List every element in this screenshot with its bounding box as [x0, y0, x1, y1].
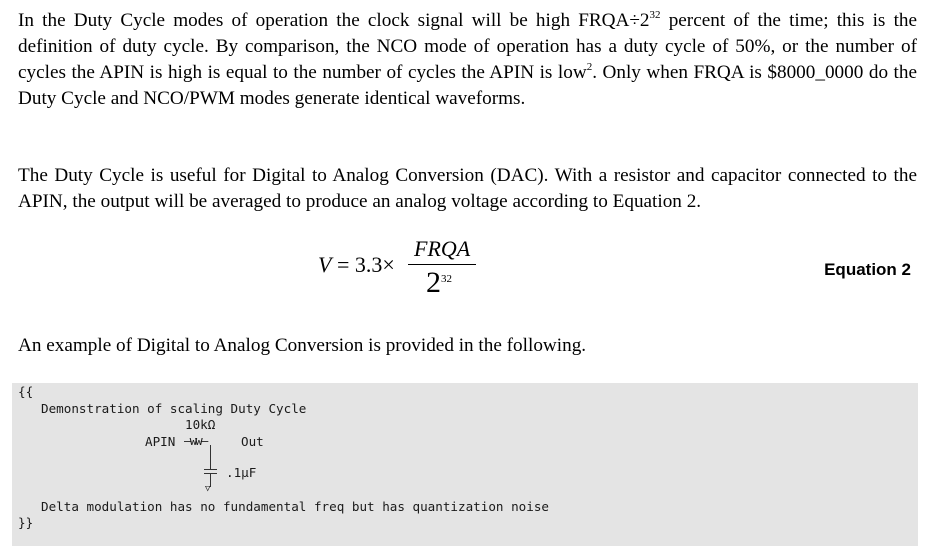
capacitor-wire-top — [210, 445, 211, 469]
equation-denominator — [426, 266, 452, 300]
equation-label: Equation 2 — [824, 260, 911, 279]
denominator-exponent: 32 — [441, 273, 452, 285]
footnote-2: 2 — [586, 60, 593, 73]
superscript-32: 32 — [649, 8, 661, 21]
p1-text-a: In the Duty Cycle modes of operation the clock signal will be high FRQA÷2 — [18, 10, 650, 31]
code-close-braces: }} — [18, 515, 34, 530]
capacitor-value: .1μF — [226, 465, 257, 480]
paragraph-duty-cycle-definition — [18, 8, 917, 112]
fraction-bar — [408, 264, 476, 265]
code-block — [12, 383, 918, 546]
equation-lhs — [318, 252, 395, 278]
paragraph-dac: The Duty Cycle is useful for Digital to Analog Conversion (DAC). With a resistor and capacitor connected to the APIN, the output will be averaged to produce an analog voltage according to Equation 2. — [18, 165, 917, 212]
resistor-symbol: —ww— — [184, 433, 207, 448]
equation-variable: V — [318, 252, 332, 277]
paragraph-example-intro: An example of Digital to Analog Conversion is provided in the following. — [18, 335, 587, 356]
equation-lhs-rest: = 3.3× — [331, 252, 395, 277]
apin-label: APIN — [145, 434, 176, 449]
code-title: Demonstration of scaling Duty Cycle — [41, 401, 307, 416]
out-label: Out — [241, 434, 264, 449]
code-open-braces: {{ — [18, 384, 34, 399]
equation-numerator: FRQA — [414, 236, 471, 261]
denominator-base: 2 — [426, 266, 441, 299]
capacitor-plate-top — [204, 469, 217, 470]
p1-text-b: percent of the time; this is the definition of duty cycle. By comparison, the NCO mode of operation has a duty cycle of 50%, or the number of cycles the APIN is high is equal to the number of cycles the APIN is low — [18, 10, 918, 83]
p1-text-c: . Only when FRQA is $8000_0000 do the Duty Cycle and NCO/PWM modes generate identical waveforms. — [18, 62, 917, 109]
code-note: Delta modulation has no fundamental freq but has quantization noise — [41, 499, 549, 514]
resistor-value: 10kΩ — [185, 417, 216, 432]
ground-icon: ▽ — [205, 484, 211, 494]
equation-2 — [318, 236, 488, 306]
